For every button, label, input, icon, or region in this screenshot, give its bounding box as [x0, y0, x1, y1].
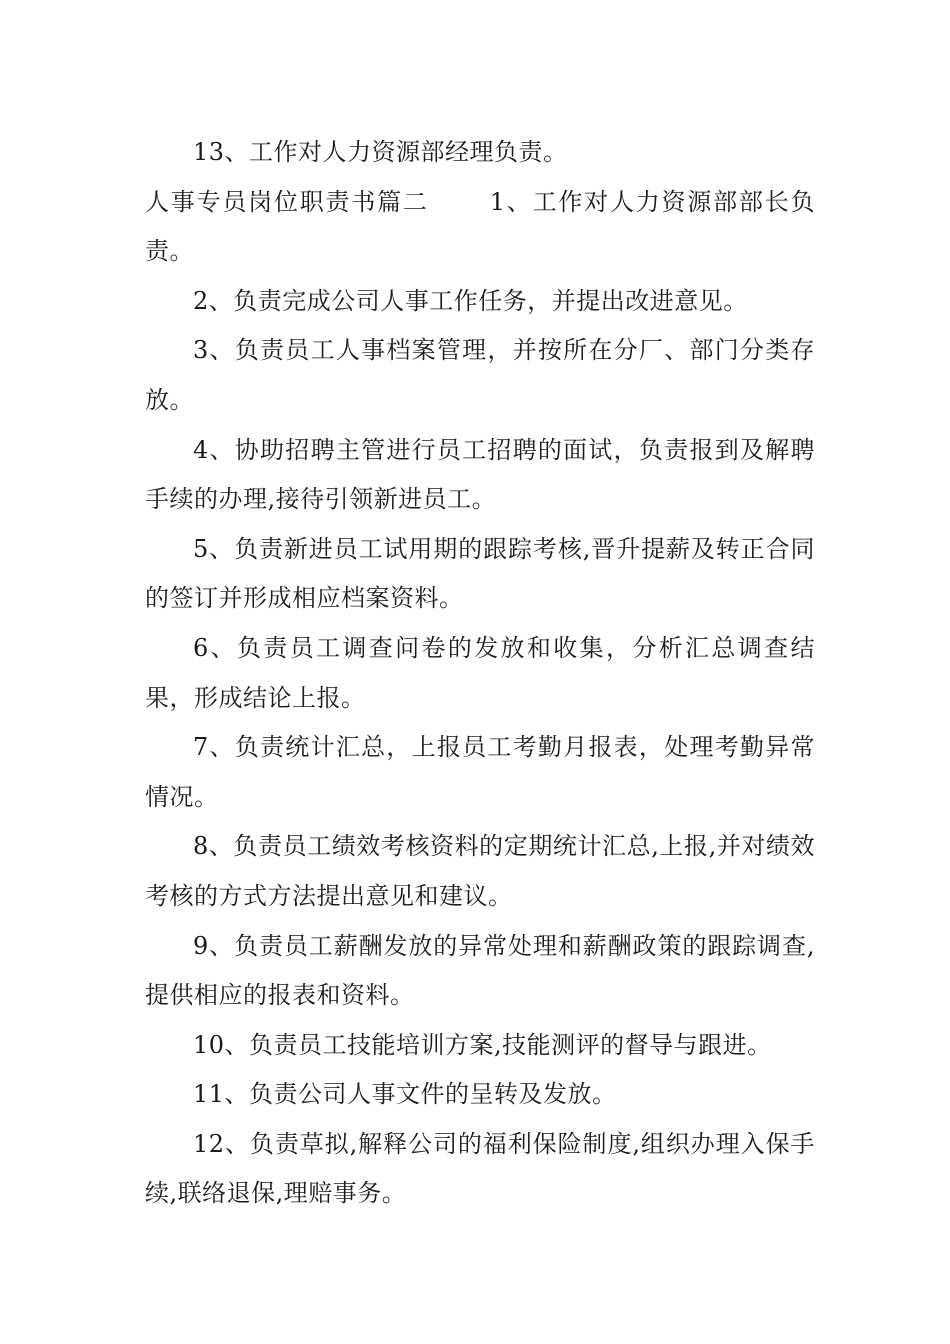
paragraph-item-13: 13、工作对人力资源部经理负责。: [193, 138, 568, 166]
paragraph-item-3: 3、负责员工人事档案管理，并按所在分厂、部门分类存放。: [145, 336, 815, 414]
paragraph-item-8: 8、负责员工绩效考核资料的定期统计汇总,上报,并对绩效考核的方式方法提出意见和建议。: [145, 832, 815, 910]
paragraph-item-9: 9、负责员工薪酬发放的异常处理和薪酬政策的跟踪调查,提供相应的报表和资料。: [145, 931, 815, 1010]
paragraph-item-10: 10、负责员工技能培训方案,技能测评的督导与跟进。: [193, 1030, 772, 1059]
paragraph-item-5: 5、负责新进员工试用期的跟踪考核,晋升提薪及转正合同的签订并形成相应档案资料。: [145, 534, 815, 613]
paragraph-item-7: 7、负责统计汇总，上报员工考勤月报表，处理考勤异常情况。: [145, 733, 815, 811]
section-heading-paragraph: 人事专员岗位职责书篇二 1、工作对人力资源部部长负责。: [145, 187, 815, 266]
paragraph-item-6: 6、负责员工调查问卷的发放和收集，分析汇总调查结果，形成结论上报。: [145, 633, 815, 712]
paragraph-item-2: 2、负责完成公司人事工作任务，并提出改进意见。: [193, 286, 748, 315]
paragraph-item-11: 11、负责公司人事文件的呈转及发放。: [193, 1080, 617, 1109]
document-body: [145, 128, 815, 1219]
paragraph-item-12: 12、负责草拟,解释公司的福利保险制度,组织办理入保手续,联络退保,理赔事务。: [145, 1129, 815, 1208]
paragraph-item-4: 4、协助招聘主管进行员工招聘的面试，负责报到及解聘手续的办理,接待引领新进员工。: [145, 435, 815, 514]
